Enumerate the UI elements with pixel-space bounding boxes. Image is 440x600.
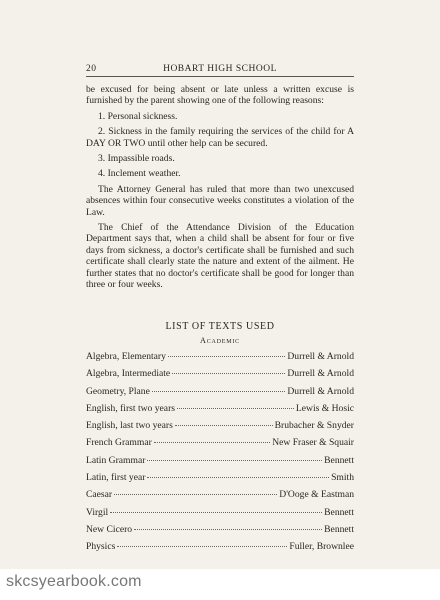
author: Lewis & Hosic (295, 402, 354, 414)
author: Durrell & Arnold (287, 351, 354, 362)
attorney-general-paragraph: The Attorney General has ruled that more than two unexcused absences within four consecutive weeks constitutes a violation of the Law. (86, 183, 354, 218)
list-item (86, 420, 354, 437)
subject: English, last two years (86, 420, 173, 432)
subject: Latin, first year (86, 472, 146, 484)
texts-heading: LIST OF TEXTS USED (165, 321, 275, 332)
subject: Virgil (86, 506, 109, 518)
dot-leader (117, 546, 287, 547)
dot-leader (168, 356, 285, 357)
attendance-text (86, 84, 354, 295)
subject: Caesar (86, 489, 113, 501)
list-item (86, 472, 354, 489)
list-item (86, 368, 354, 385)
subject: New Cicero (86, 523, 133, 535)
texts-subheading: Academic (200, 336, 240, 345)
subject: Algebra, Elementary (86, 351, 166, 362)
reason-item: 2. Sickness in the family requiring the services of the child for A DAY OR TWO until other help can be secured. (86, 126, 354, 149)
author: Brubacher & Snyder (274, 420, 354, 432)
author: Bennett (324, 506, 354, 518)
author: Durrell & Arnold (287, 368, 354, 380)
dot-leader (134, 529, 322, 530)
author: D'Ooge & Eastman (279, 489, 354, 501)
dot-leader (172, 373, 285, 374)
list-item (86, 507, 354, 524)
list-item (86, 437, 354, 454)
running-title: HOBART HIGH SCHOOL (163, 64, 277, 74)
author: Smith (331, 472, 354, 484)
watermark-strip (0, 569, 440, 600)
dot-leader (147, 460, 322, 461)
author: Bennett (324, 454, 354, 466)
author: Fuller, Brownlee (289, 541, 354, 553)
dot-leader (152, 391, 286, 392)
author: New Fraser & Squair (272, 437, 354, 449)
reason-item: 3. Impassible roads. (98, 153, 175, 165)
list-item (86, 386, 354, 403)
list-item (86, 455, 354, 472)
dot-leader (114, 494, 277, 495)
reason-item: 4. Inclement weather. (98, 168, 181, 180)
dot-leader (147, 477, 329, 478)
subject: English, first two years (86, 402, 175, 414)
subject: Algebra, Intermediate (86, 368, 171, 380)
list-item (86, 524, 354, 541)
intro-paragraph: be excused for being absent or late unless a written excuse is furnished by the parent showing one of the following reasons: (86, 84, 354, 107)
list-item (86, 541, 354, 558)
author: Bennett (324, 523, 354, 535)
site-watermark: skcsyearbook.com (6, 573, 142, 590)
dot-leader (177, 408, 294, 409)
subject: Geometry, Plane (86, 385, 150, 397)
subject: Physics (86, 541, 116, 553)
list-item (86, 489, 354, 506)
texts-list (86, 351, 354, 559)
header-rule (86, 76, 354, 77)
dot-leader (154, 442, 270, 443)
dot-leader (175, 425, 273, 426)
attendance-chief-paragraph: The Chief of the Attendance Division of the Education Department says that, when a child shall be absent for four or five days from sickness, a doctor's certificate shall be furnished and such certificate shall clearly state the nature and extent of the ailment. He further states that no doctor's certificate shall be good for longer than three or four weeks. (86, 222, 354, 291)
page-number: 20 (86, 64, 97, 74)
reason-item: 1. Personal sickness. (98, 110, 178, 122)
dot-leader (110, 512, 322, 513)
list-item (86, 351, 354, 368)
author: Durrell & Arnold (287, 385, 354, 397)
subject: French Grammar (86, 437, 152, 449)
list-item (86, 403, 354, 420)
subject: Latin Grammar (86, 454, 146, 466)
